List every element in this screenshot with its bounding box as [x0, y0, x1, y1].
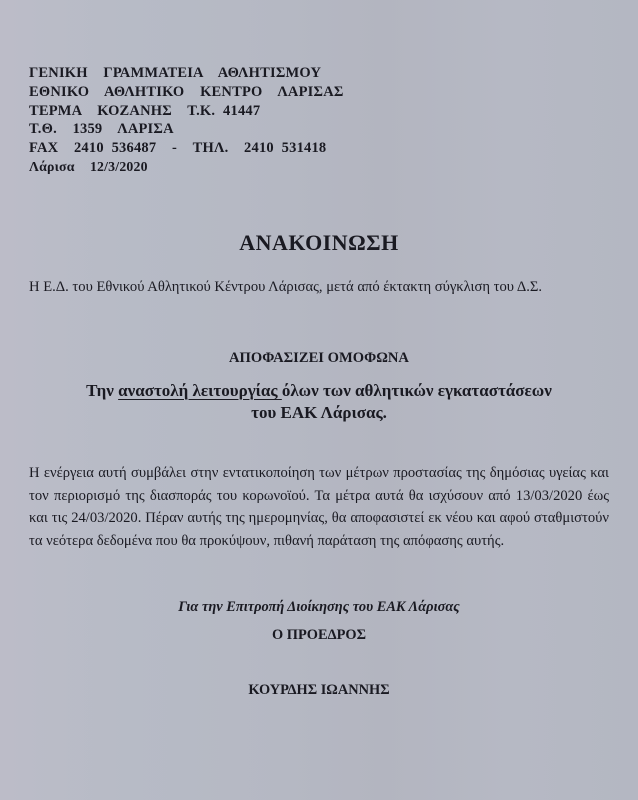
- letterhead-address-line: ΤΕΡΜΑ ΚΟΖΑΝΗΣ Τ.Κ. 41447: [29, 102, 261, 119]
- decision-prefix: Την: [86, 381, 119, 400]
- decision-rest: όλων των αθλητικών εγκαταστάσεων: [281, 381, 552, 400]
- decision-statement: [0, 380, 638, 424]
- intro-paragraph: Η Ε.Δ. του Εθνικού Αθλητικού Κέντρου Λάρισας, μετά από έκτακτη σύγκλιση του Δ.Σ.: [29, 279, 543, 295]
- letterhead: [29, 64, 344, 177]
- signature-name: ΚΟΥΡΔΗΣ ΙΩΑΝΝΗΣ: [248, 682, 390, 698]
- decision-underlined-phrase: αναστολή λειτουργίας: [118, 381, 282, 400]
- decision-line-2: του ΕΑΚ Λάρισας.: [251, 403, 387, 422]
- decision-line-1: [0, 380, 638, 402]
- document-title: ΑΝΑΚΟΙΝΩΣΗ: [239, 230, 399, 255]
- signature-committee: Για την Επιτροπή Διοίκησης του ΕΑΚ Λάρισας: [178, 599, 460, 615]
- letterhead-pobox-line: Τ.Θ. 1359 ΛΑΡΙΣΑ: [29, 121, 174, 138]
- letterhead-org-line: ΓΕΝΙΚΗ ΓΡΑΜΜΑΤΕΙΑ ΑΘΛΗΤΙΣΜΟΥ: [29, 65, 322, 81]
- signature-role: Ο ΠΡΟΕΔΡΟΣ: [272, 627, 366, 643]
- document-date: Λάρισα 12/3/2020: [29, 158, 148, 174]
- body-paragraph: Η ενέργεια αυτή συμβάλει στην εντατικοποίηση των μέτρων προστασίας της δημόσιας υγείας και τον περιορισμό της διασποράς του κορωνοϊού. Τα μέτρα αυτά θα ισχύσουν από 13/03/2020 έως και τις 24/03/2020. Πέραν αυτής της ημερομηνίας, θα αποφασιστεί εκ νέου και αφού σταθμιστούν τα νεότερα δεδομένα που θα προκύψουν, πιθανή παράταση της απόφασης αυτής.: [29, 465, 609, 549]
- decision-heading: ΑΠΟΦΑΣΙΖΕΙ ΟΜΟΦΩΝΑ: [229, 350, 409, 366]
- letterhead-center-line: ΕΘΝΙΚΟ ΑΘΛΗΤΙΚΟ ΚΕΝΤΡΟ ΛΑΡΙΣΑΣ: [29, 83, 344, 100]
- letterhead-contact-line: FAX 2410 536487 - ΤΗΛ. 2410 531418: [29, 140, 327, 157]
